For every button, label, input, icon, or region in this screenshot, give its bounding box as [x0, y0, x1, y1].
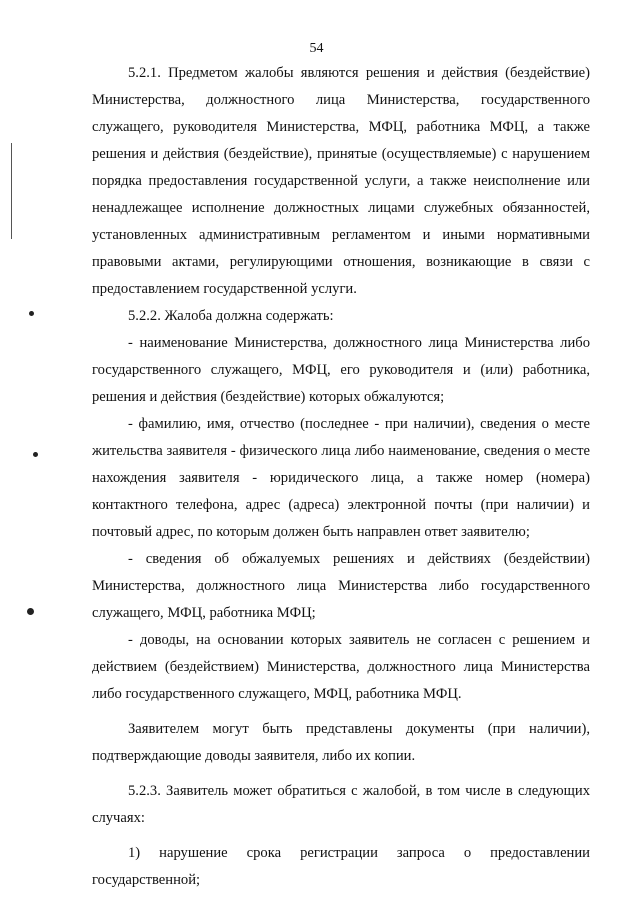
scan-speck — [29, 311, 34, 316]
list-item-name: - наименование Министерства, должностного лица Министерства либо государственного служащего, МФЦ, его руководителя и (или) работника, решения и действия (бездействие) которых обжалуются; — [92, 335, 590, 405]
scan-speck — [27, 608, 34, 615]
paragraph-5-2-2: 5.2.2. Жалоба должна содержать: — [128, 308, 334, 324]
document-body — [92, 60, 590, 894]
list-item-case-1: 1) нарушение срока регистрации запроса о предоставлении государственной; — [92, 845, 590, 888]
paragraph-5-2-3: 5.2.3. Заявитель может обратиться с жалобой, в том числе в следующих случаях: — [92, 783, 590, 826]
paragraph-documents: Заявителем могут быть представлены документы (при наличии), подтверждающие доводы заявителя, либо их копии. — [92, 721, 590, 764]
scan-edge-line — [11, 143, 12, 239]
list-item-appealed-decisions: - сведения об обжалуемых решениях и действиях (бездействии) Министерства, должностного лица Министерства либо государственного служащего, МФЦ, работника МФЦ; — [92, 551, 590, 621]
list-item-applicant-info: - фамилию, имя, отчество (последнее - при наличии), сведения о месте жительства заявителя - физического лица либо наименование, сведения о месте нахождения заявителя - юридического лица, а также номер (номера) контактного телефона, адрес (адреса) электронной почты (при наличии) и почтовый адрес, по которым должен быть направлен ответ заявителю; — [92, 416, 590, 540]
page-number: 54 — [309, 41, 324, 56]
scan-speck — [33, 452, 38, 457]
list-item-arguments: - доводы, на основании которых заявитель не согласен с решением и действием (бездействием) Министерства, должностного лица Министерства либо государственного служащего, МФЦ, работника МФЦ. — [92, 632, 590, 702]
paragraph-5-2-1: 5.2.1. Предметом жалобы являются решения и действия (бездействие) Министерства, должностного лица Министерства, государственного служащего, руководителя Министерства, МФЦ, работника МФЦ, а также решения и действия (бездействие), принятые (осуществляемые) с нарушением порядка предоставления государственной услуги, а также неисполнение или ненадлежащее исполнение должностных лицами служебных обязанностей, установленных административным регламентом и иными нормативными правовыми актами, регулирующими отношения, возникающие в связи с предоставлением государственной услуги. — [92, 65, 590, 297]
